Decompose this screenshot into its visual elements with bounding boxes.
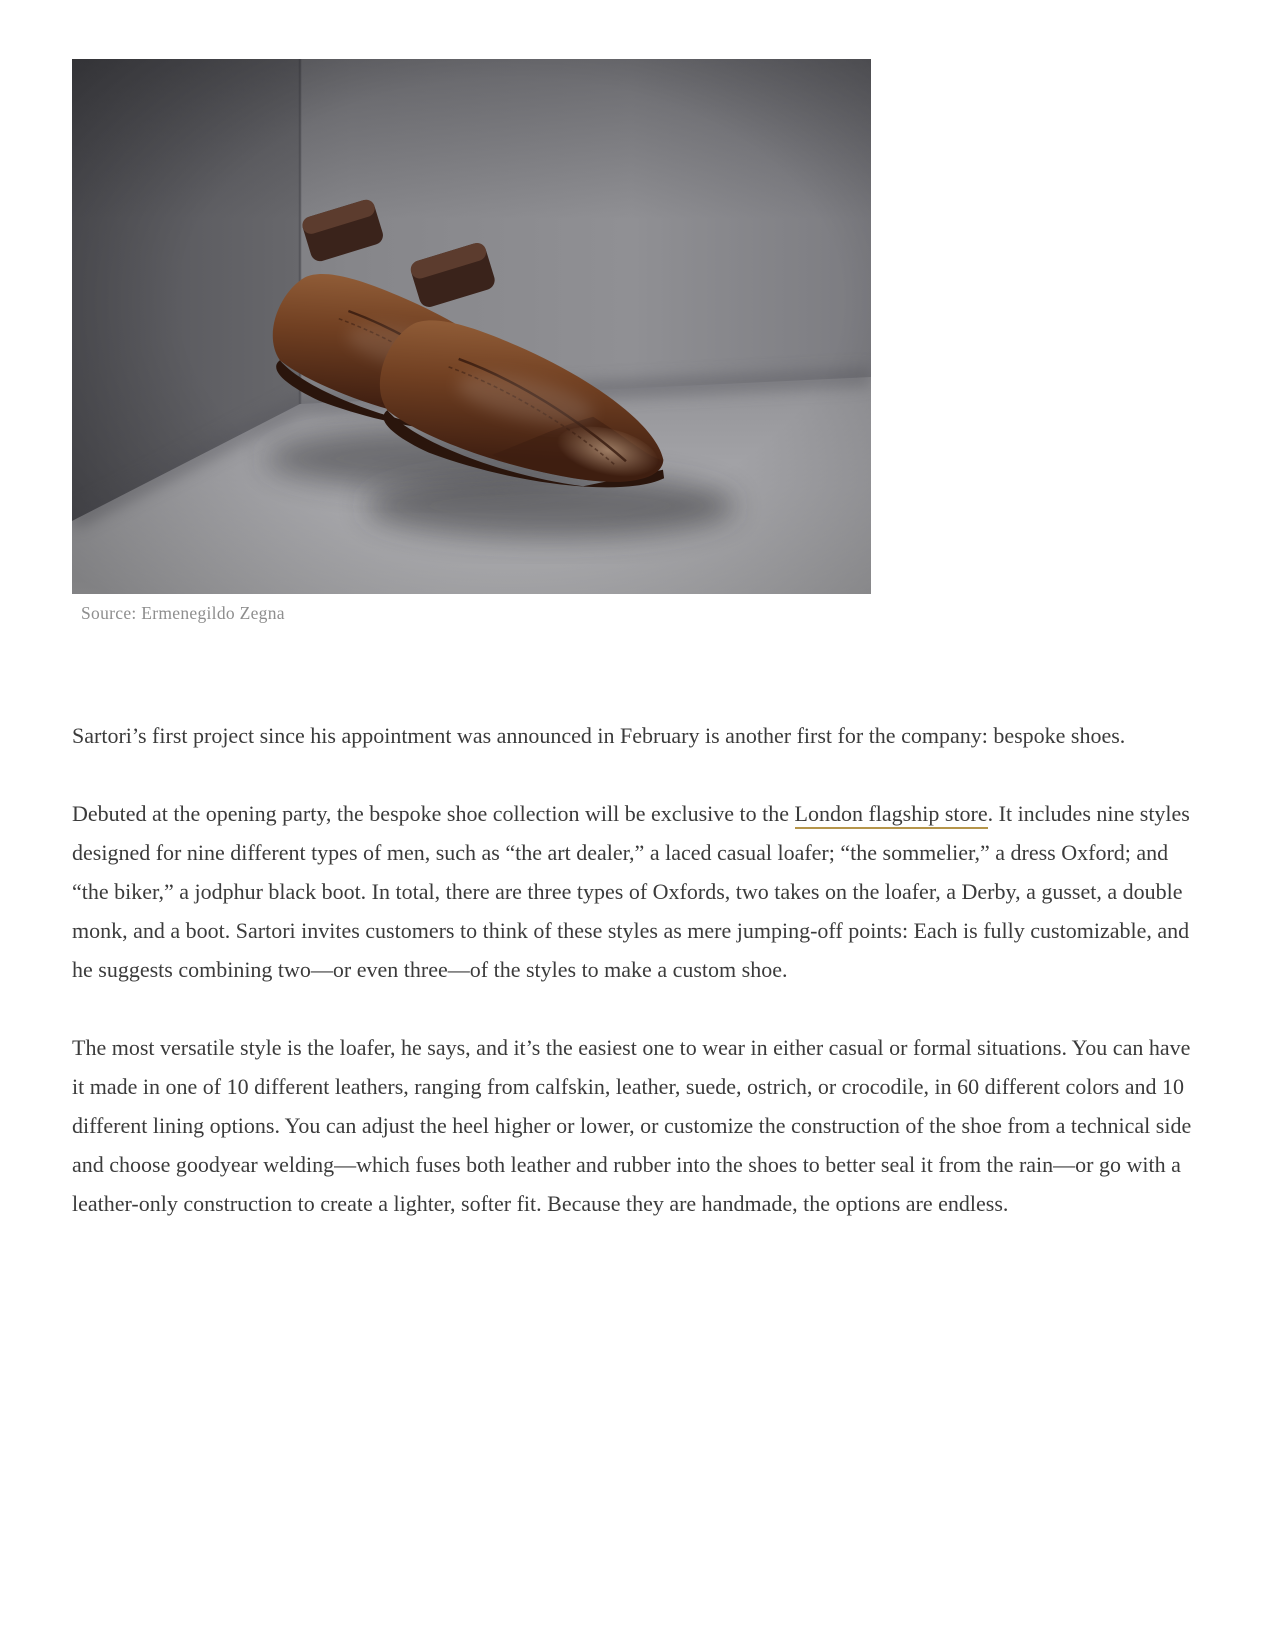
loafers-photo (72, 59, 871, 594)
paragraph-text: . It includes nine styles designed for nine different types of men, such as “the art dealer,” a laced casual loafer; “the sommelier,” a dress Oxford; and “the biker,” a jodphur black boot. In total, there are three types of Oxfords, two takes on the loafer, a Derby, a gusset, a double monk, and a boot. Sartori invites customers to think of these styles as mere jumping-off points: Each is fully customizable, and he suggests combining two—or even three—of the styles to make a custom shoe. (72, 801, 1190, 982)
london-flagship-store-link[interactable]: London flagship store (795, 801, 988, 829)
vignette-overlay (72, 59, 871, 594)
photo-source-caption: Source: Ermenegildo Zegna (81, 603, 285, 623)
paragraph-text: Sartori’s first project since his appointment was announced in February is another first for the company: bespoke shoes. (72, 723, 1126, 748)
article-paragraph (72, 716, 1207, 755)
article-paragraph (72, 794, 1207, 989)
article-body (72, 716, 1207, 1262)
paragraph-text: The most versatile style is the loafer, he says, and it’s the easiest one to wear in either casual or formal situations. You can have it made in one of 10 different leathers, ranging from calfskin, leather, suede, ostrich, or crocodile, in 60 different colors and 10 different lining options. You can adjust the heel higher or lower, or customize the construction of the shoe from a technical side and choose goodyear welding—which fuses both leather and rubber into the shoes to better seal it from the rain—or go with a leather-only construction to create a lighter, softer fit. Because they are handmade, the options are endless. (72, 1035, 1192, 1216)
loafers-photo-illustration (72, 59, 871, 594)
paragraph-text: Debuted at the opening party, the bespoke shoe collection will be exclusive to the (72, 801, 795, 826)
article-paragraph (72, 1028, 1207, 1223)
